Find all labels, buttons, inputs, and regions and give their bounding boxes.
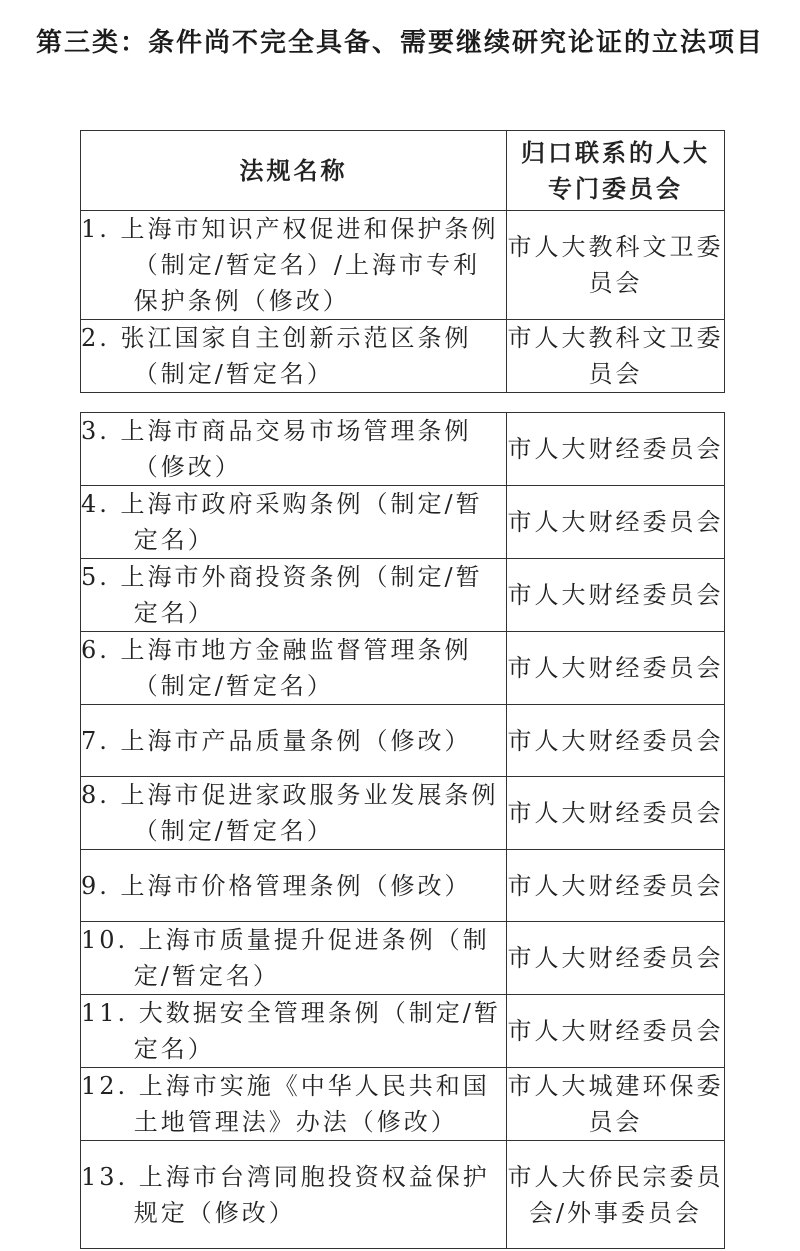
table-body-part-1 — [81, 131, 725, 393]
column-header-committee-line1: 归口联系的人大 — [521, 137, 710, 167]
table-row — [81, 1141, 725, 1249]
regulation-name: 5. 上海市外商投资条例（制定/暂定名） — [81, 563, 483, 627]
regulation-name-cell — [81, 486, 507, 559]
regulation-name: 13. 上海市台湾同胞投资权益保护规定（修改） — [81, 1162, 490, 1227]
regulation-name-cell — [81, 211, 507, 320]
regulation-name: 9. 上海市价格管理条例（修改） — [81, 871, 472, 900]
regulation-name: 2. 张江国家自主创新示范区条例（制定/暂定名） — [81, 324, 472, 388]
regulation-name-cell — [81, 413, 507, 486]
committee-cell — [507, 632, 725, 705]
committee-cell — [507, 211, 725, 320]
committee-name: 市人大财经委员会 — [507, 944, 724, 972]
committee-name: 市人大教科文卫委员会 — [507, 233, 724, 297]
table-body-part-2 — [81, 413, 725, 1249]
regulation-name-cell — [81, 922, 507, 995]
regulation-name-cell — [81, 777, 507, 850]
regulation-name: 7. 上海市产品质量条例（修改） — [81, 726, 472, 755]
committee-cell — [507, 413, 725, 486]
legislation-table-part-1 — [80, 130, 725, 393]
committee-name: 市人大教科文卫委员会 — [507, 324, 724, 388]
regulation-name-cell — [81, 850, 507, 922]
table-row — [81, 995, 725, 1068]
committee-cell — [507, 559, 725, 632]
regulation-name-cell — [81, 320, 507, 393]
table-row — [81, 777, 725, 850]
committee-name: 市人大财经委员会 — [507, 871, 724, 900]
table-row — [81, 559, 725, 632]
committee-cell — [507, 922, 725, 995]
committee-name: 市人大城建环保委员会 — [507, 1072, 724, 1136]
committee-name: 市人大财经委员会 — [507, 581, 724, 609]
table-row — [81, 922, 725, 995]
table-row — [81, 211, 725, 320]
column-header-committee-line2: 专门委员会 — [548, 173, 683, 203]
committee-cell — [507, 320, 725, 393]
committee-name: 市人大财经委员会 — [507, 799, 724, 827]
committee-cell — [507, 486, 725, 559]
regulation-name: 6. 上海市地方金融监督管理条例（制定/暂定名） — [81, 636, 472, 700]
table-header-row — [81, 131, 725, 211]
committee-name: 市人大财经委员会 — [507, 726, 724, 755]
committee-cell — [507, 1141, 725, 1249]
committee-name: 市人大财经委员会 — [507, 508, 724, 536]
legislation-table-part-2 — [80, 412, 725, 1249]
regulation-name: 3. 上海市商品交易市场管理条例（修改） — [81, 417, 472, 481]
committee-name: 市人大财经委员会 — [507, 654, 724, 682]
table-row — [81, 486, 725, 559]
regulation-name: 10. 上海市质量提升促进条例（制定/暂定名） — [81, 926, 490, 990]
table-row — [81, 320, 725, 393]
regulation-name-cell — [81, 559, 507, 632]
table-row — [81, 632, 725, 705]
regulation-name-cell — [81, 995, 507, 1068]
regulation-name-cell — [81, 632, 507, 705]
regulation-name-cell — [81, 1068, 507, 1141]
committee-name: 市人大侨民宗委员会/外事委员会 — [507, 1162, 724, 1227]
committee-name: 市人大财经委员会 — [507, 435, 724, 463]
regulation-name: 1. 上海市知识产权促进和保护条例（制定/暂定名）/上海市专利保护条例（修改） — [81, 215, 499, 315]
committee-name: 市人大财经委员会 — [507, 1017, 724, 1045]
regulation-name-cell — [81, 705, 507, 777]
regulation-name: 8. 上海市促进家政服务业发展条例（制定/暂定名） — [81, 781, 499, 845]
regulation-name: 11. 大数据安全管理条例（制定/暂定名） — [81, 999, 501, 1063]
table-row — [81, 850, 725, 922]
table-row — [81, 1068, 725, 1141]
regulation-name: 12. 上海市实施《中华人民共和国土地管理法》办法（修改） — [81, 1072, 490, 1136]
regulation-name-cell — [81, 1141, 507, 1249]
table-row — [81, 705, 725, 777]
column-header-committee — [507, 131, 725, 211]
committee-cell — [507, 705, 725, 777]
committee-cell — [507, 850, 725, 922]
committee-cell — [507, 1068, 725, 1141]
committee-cell — [507, 777, 725, 850]
column-header-name: 法规名称 — [81, 131, 507, 211]
committee-cell — [507, 995, 725, 1068]
page-title: 第三类：条件尚不完全具备、需要继续研究论证的立法项目 — [35, 28, 764, 58]
regulation-name: 4. 上海市政府采购条例（制定/暂定名） — [81, 490, 483, 554]
table-row — [81, 413, 725, 486]
